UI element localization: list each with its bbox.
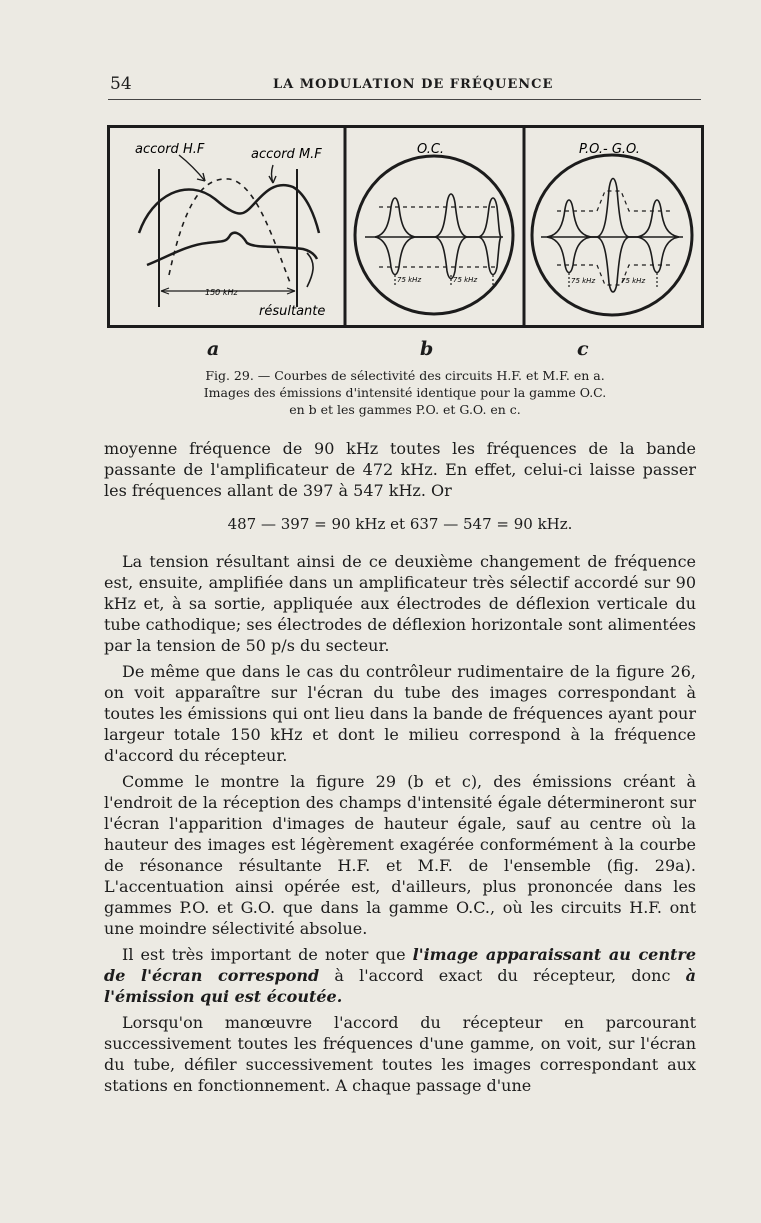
label-oc-spacing-right: 75 kHz xyxy=(453,276,478,284)
paragraph-3: De même que dans le cas du contrôleur rudimentaire de la figure 26, on voit apparaître sur l'écran du tube des images correspondant à toutes les émissions qui ont lieu dans la bande de fréquences ayant pour largeur totale 150 kHz et dont le milieu correspond à la fréquence d'accord du récepteur. xyxy=(104,662,696,765)
figure-29 xyxy=(107,125,704,329)
paragraph-5 xyxy=(104,944,696,1007)
running-head xyxy=(108,70,701,100)
paragraph-5-emphasis-2: à l'émission qui est écoutée. xyxy=(104,966,696,1006)
figure-caption xyxy=(120,367,690,418)
panel-letter-a: a xyxy=(207,338,220,360)
label-oc-spacing-left: 75 kHz xyxy=(397,276,422,284)
body-text xyxy=(104,438,696,1096)
paragraph-5-emphasis-1: l'image apparaissant au centre de l'écran correspond xyxy=(104,945,696,985)
paragraph-6: Lorsqu'on manœuvre l'accord du récepteur en parcourant successivement toutes les fréquences d'une gamme, on voit, sur l'écran du tube, défiler successivement toutes les images correspondant aux stations en fonctionnement. A chaque passage d'une xyxy=(104,1013,696,1095)
page-number: 54 xyxy=(110,74,132,94)
panel-letters xyxy=(107,338,704,364)
caption-line-2: Images des émissions d'intensité identique pour la gamme O.C. xyxy=(203,385,607,400)
hf-curve xyxy=(139,185,319,233)
mf-curve xyxy=(169,179,291,285)
panel-a-curves xyxy=(139,155,319,307)
resultant-curve xyxy=(147,233,317,265)
running-title: LA MODULATION DE FRÉQUENCE xyxy=(273,77,554,92)
equation: 487 — 397 = 90 kHz et 637 — 547 = 90 kHz. xyxy=(227,515,573,533)
title-pogo: P.O.- G.O. xyxy=(579,142,640,157)
paragraph-4: Comme le montre la figure 29 (b et c), des émissions créant à l'endroit de la réception des champs d'intensité égale détermineront sur l'écran l'apparition d'images de hauteur égale, sauf au centre où la hauteur des images est légèrement exagérée conformément à la courbe de résonance résultante H.F. et M.F. de l'ensemble (fig. 29a). L'accentuation ainsi opérée est, d'ailleurs, plus prononcée dans les gammes P.O. et G.O. que dans la gamme O.C., où les circuits H.F. ont une moindre sélectivité absolue. xyxy=(104,772,696,938)
header-rule xyxy=(108,99,701,100)
panel-c-screen xyxy=(532,155,692,315)
panel-letter-b: b xyxy=(420,338,434,360)
panel-letter-c: c xyxy=(577,338,589,360)
label-accord-mf: accord M.F xyxy=(251,147,322,162)
resultant-pointer xyxy=(307,253,313,287)
caption-line-1: Fig. 29. — Courbes de sélectivité des circuits H.F. et M.F. en a. xyxy=(205,368,605,383)
caption-line-3: en b et les gammes P.O. et G.O. en c. xyxy=(289,402,521,417)
paragraph-5-start: Il est très important de noter que xyxy=(122,945,413,964)
label-bandwidth: 150 kHz xyxy=(205,288,238,297)
label-pogo-spacing-right: 75 kHz xyxy=(621,277,646,285)
hf-pointer xyxy=(179,155,205,181)
panel-b-screen xyxy=(355,156,513,314)
paragraph-2: La tension résultant ainsi de ce deuxième changement de fréquence est, ensuite, amplifiée dans un amplificateur très sélectif accordé sur 90 kHz et, à sa sortie, appliquée aux électrodes de déflexion verticale du tube cathodique; ses électrodes de déflexion horizontale sont alimentées par la tension de 50 p/s du secteur. xyxy=(104,552,696,655)
paragraph-1: moyenne fréquence de 90 kHz toutes les fréquences de la bande passante de l'amplificateur de 472 kHz. En effet, celui-ci laisse passer les fréquences allant de 397 à 547 kHz. Or xyxy=(104,439,696,500)
title-oc: O.C. xyxy=(417,142,445,157)
label-resultante: résultante xyxy=(259,304,326,319)
label-accord-hf: accord H.F xyxy=(135,142,205,157)
paragraph-5-middle: à l'accord exact du récepteur, donc xyxy=(319,966,686,985)
label-pogo-spacing-left: 75 kHz xyxy=(571,277,596,285)
figure-29-drawing xyxy=(107,125,704,329)
